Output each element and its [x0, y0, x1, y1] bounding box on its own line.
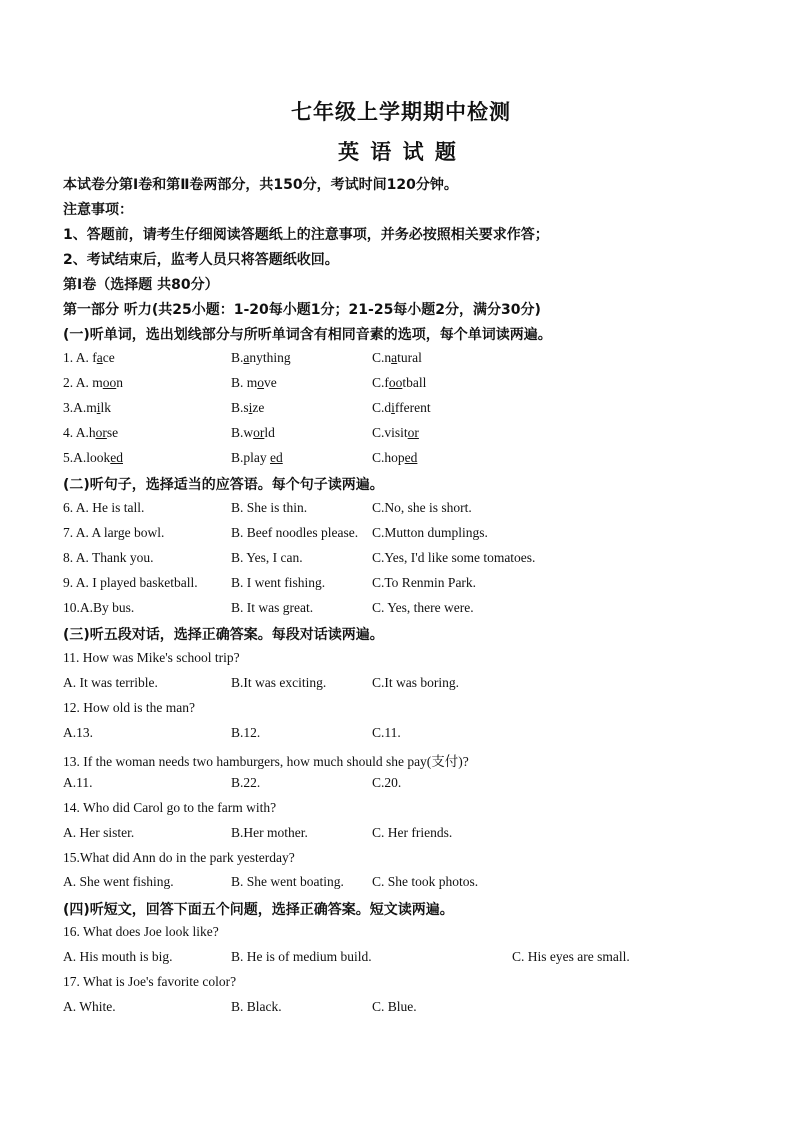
page-subtitle: 英 语 试 题	[338, 139, 458, 164]
question-text: 13. If the woman needs two hamburgers, how much should she pay(支付)?	[63, 754, 469, 769]
option-a: 1. A. face	[63, 350, 115, 365]
option-b: B. Yes, I can.	[231, 550, 303, 565]
volume-heading: 第Ⅰ卷（选择题 共80分）	[63, 277, 219, 293]
option-c: C.To Renmin Park.	[372, 575, 477, 590]
option-a: 10.A.By bus.	[63, 600, 135, 615]
option-c: C.20.	[372, 775, 402, 790]
option-c: C. His eyes are small.	[512, 949, 630, 964]
option-b: B. I went fishing.	[231, 575, 326, 590]
option-a: A. His mouth is big.	[63, 949, 173, 964]
option-b: B. She is thin.	[231, 500, 308, 515]
option-c: C. Yes, there were.	[372, 600, 474, 615]
option-a: 2. A. moon	[63, 375, 124, 390]
option-a: 9. A. I played basketball.	[63, 575, 198, 590]
notes-title: 注意事项：	[63, 202, 133, 218]
option-c: C.11.	[372, 725, 401, 740]
option-b: B. Black.	[231, 999, 282, 1014]
option-b: B. It was great.	[231, 600, 314, 615]
option-b: B.anything	[231, 350, 291, 365]
sec4-heading: (四)听短文，回答下面五个问题，选择正确答案。短文读两遍。	[63, 902, 454, 918]
option-c: C.different	[372, 400, 431, 415]
option-a: 8. A. Thank you.	[63, 550, 154, 565]
option-a: A. It was terrible.	[63, 675, 158, 690]
option-b: B.It was exciting.	[231, 675, 327, 690]
option-c: C. She took photos.	[372, 874, 479, 889]
option-a: 5.A.looked	[63, 450, 123, 465]
option-c: C. Blue.	[372, 999, 417, 1014]
option-b: B.play ed	[231, 450, 283, 465]
question-text: 15.What did Ann do in the park yesterday?	[63, 850, 295, 865]
question-text: 11. How was Mike's school trip?	[63, 650, 240, 665]
sec3-heading: (三)听五段对话，选择正确答案。每段对话读两遍。	[63, 627, 384, 643]
question-text: 14. Who did Carol go to the farm with?	[63, 800, 277, 815]
option-b: B.12.	[231, 725, 261, 740]
option-b: B.22.	[231, 775, 261, 790]
option-c: C.natural	[372, 350, 422, 365]
option-b: B.size	[231, 400, 265, 415]
question-text: 12. How old is the man?	[63, 700, 195, 715]
sec1-heading: (一)听单词，选出划线部分与所听单词含有相同音素的选项，每个单词读两遍。	[63, 327, 552, 343]
option-a: A.13.	[63, 725, 93, 740]
option-b: B. He is of medium build.	[231, 949, 372, 964]
option-c: C.No, she is short.	[372, 500, 472, 515]
question-text: 16. What does Joe look like?	[63, 924, 219, 939]
option-b: B. move	[231, 375, 277, 390]
option-c: C. Her friends.	[372, 825, 453, 840]
option-c: C.Mutton dumplings.	[372, 525, 488, 540]
question-text: 17. What is Joe's favorite color?	[63, 974, 237, 989]
option-a: 3.A.milk	[63, 400, 112, 415]
option-b: B.Her mother.	[231, 825, 308, 840]
note-1: 1、答题前，请考生仔细阅读答题纸上的注意事项，并务必按照相关要求作答；	[63, 227, 549, 243]
option-a: A. White.	[63, 999, 116, 1014]
option-a: 7. A. A large bowl.	[63, 525, 165, 540]
page-title: 七年级上学期期中检测	[291, 99, 511, 124]
option-c: C.hoped	[372, 450, 418, 465]
option-a: A. She went fishing.	[63, 874, 174, 889]
option-c: C.football	[372, 375, 427, 390]
intro-line: 本试卷分第Ⅰ卷和第Ⅱ卷两部分，共150分，考试时间120分钟。	[63, 177, 458, 193]
sec2-heading: (二)听句子，选择适当的应答语。每个句子读两遍。	[63, 477, 384, 493]
option-b: B.world	[231, 425, 275, 440]
note-2: 2、考试结束后，监考人员只将答题纸收回。	[63, 252, 339, 268]
section-heading: 第一部分 听力(共25小题：1-20每小题1分；21-25每小题2分，满分30分)	[63, 302, 541, 318]
option-a: 6. A. He is tall.	[63, 500, 145, 515]
option-a: A. Her sister.	[63, 825, 135, 840]
option-c: C.It was boring.	[372, 675, 459, 690]
option-c: C.visitor	[372, 425, 419, 440]
option-b: B. She went boating.	[231, 874, 344, 889]
option-a: A.11.	[63, 775, 93, 790]
option-b: B. Beef noodles please.	[231, 525, 359, 540]
option-c: C.Yes, I'd like some tomatoes.	[372, 550, 536, 565]
option-a: 4. A.horse	[63, 425, 119, 440]
